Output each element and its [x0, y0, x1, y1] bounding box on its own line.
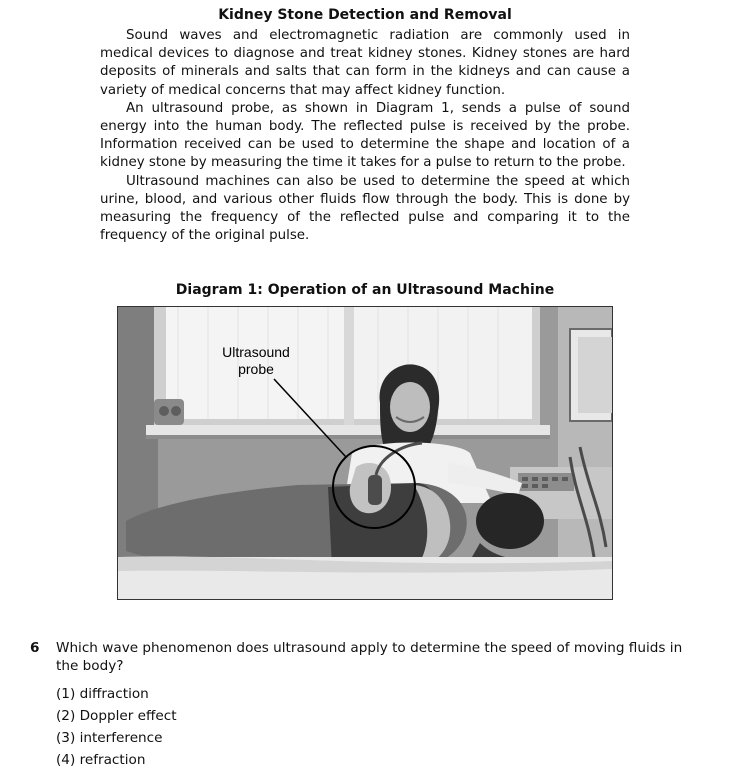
answer-choices: [56, 683, 177, 771]
question-number: 6: [30, 640, 40, 656]
probe-callout-label: [213, 344, 299, 378]
passage-paragraph-2: An ultrasound probe, as shown in Diagram 1, sends a pulse of sound energy into the human body. The reflected pulse is received by the probe. Information received can be used to determine the shape and location of a kidney stone by measuring the time it takes for a pulse to return to the probe.: [100, 100, 630, 171]
answer-choice-2[interactable]: (2) Doppler effect: [56, 708, 177, 724]
passage-paragraph-3: Ultrasound machines can also be used to determine the speed at which urine, blood, and various other fluids flow through the body. This is done by measuring the frequency of the reflected pulse and comparing it to the frequency of the original pulse.: [100, 173, 630, 244]
probe-callout-line-1: Ultrasound: [222, 344, 290, 360]
passage-paragraph-1: Sound waves and electromagnetic radiation are commonly used in medical devices to diagnose and treat kidney stones. Kidney stones are hard deposits of minerals and salts that can form in the kidneys and can cause a variety of medical concerns that may affect kidney function.: [100, 28, 630, 98]
diagram-title: Diagram 1: Operation of an Ultrasound Machine: [175, 282, 555, 298]
answer-choice-1[interactable]: (1) diffraction: [56, 686, 149, 702]
ultrasound-photo: [117, 306, 613, 600]
ultrasound-scene-illustration: [118, 307, 612, 599]
answer-choice-3[interactable]: (3) interference: [56, 730, 163, 746]
probe-callout-line-2: probe: [238, 361, 274, 377]
passage-body: [100, 27, 630, 245]
answer-choice-4[interactable]: (4) refraction: [56, 752, 146, 768]
passage-title: Kidney Stone Detection and Removal: [218, 7, 512, 23]
question-text: Which wave phenomenon does ultrasound apply to determine the speed of moving fluids in the body?: [56, 640, 683, 674]
